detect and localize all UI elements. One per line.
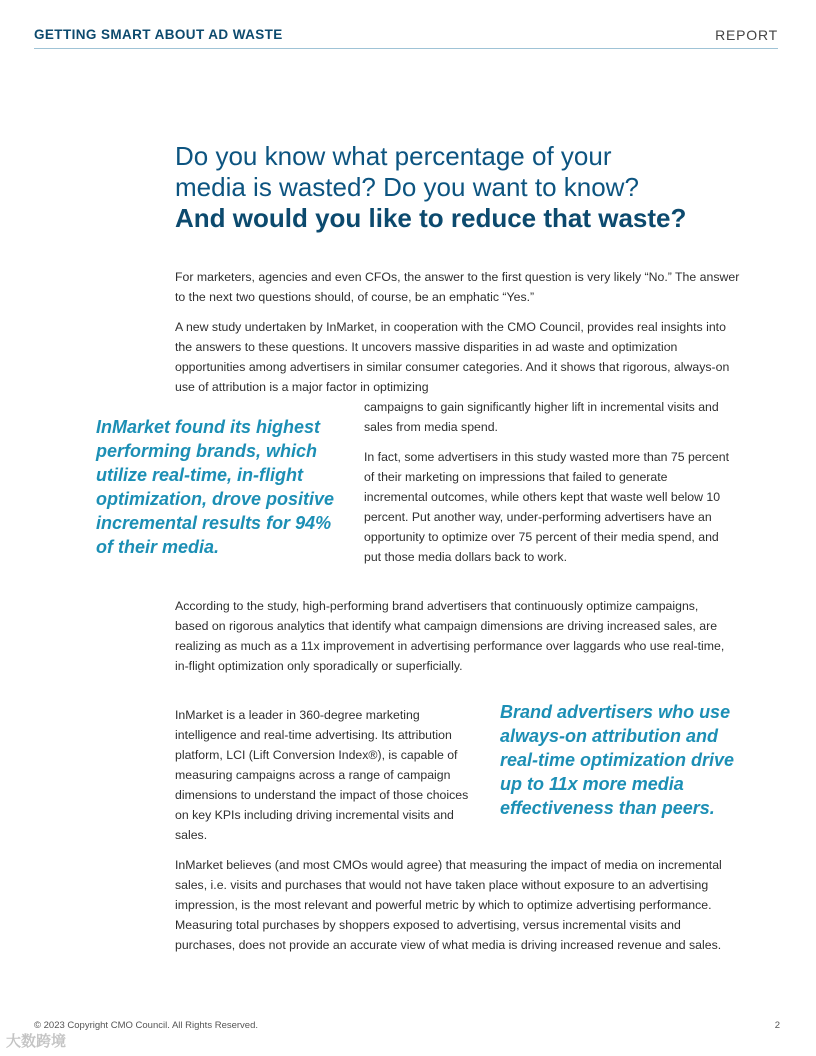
page-headline (175, 141, 775, 234)
waste-paragraph: In fact, some advertisers in this study wasted more than 75 percent of their marketing on impressions that failed to generate incremental outcomes, while others kept that waste well below 10 percent. Put another way, under-performing advertisers have an opportunity to optimize over 75 percent of their media spend, and put those media dollars back to work. (364, 450, 729, 564)
header-divider (34, 48, 778, 49)
high-performers-paragraph: According to the study, high-performing brand advertisers that continuously optimize campaigns, based on rigorous analytics that identify what campaign dimensions are driving increased sales, are realizing as much as a 11x improvement in advertising performance over laggards who use real-time, in-flight optimization only sporadically or superficially. (175, 599, 725, 673)
headline-line-2: media is wasted? Do you want to know? (175, 172, 639, 202)
study-paragraph-continued: campaigns to gain significantly higher lift in incremental visits and sales from media spend. (364, 400, 719, 434)
study-paragraph: A new study undertaken by InMarket, in cooperation with the CMO Council, provides real insights into the answers to these questions. It uncovers massive disparities in ad waste and optimization opportunities among advertisers in similar consumer categories. And it shows that rigorous, always-on use of attribution is a major factor in optimizing (175, 320, 730, 394)
document-title: GETTING SMART ABOUT AD WASTE (34, 27, 283, 42)
copyright-notice: © 2023 Copyright CMO Council. All Rights Reserved. (34, 1020, 259, 1031)
headline-line-1: Do you know what percentage of your (175, 141, 612, 171)
pull-quote-brand-advertisers: Brand advertisers who use always-on attribution and real-time optimization drive up to 11x more media effectiveness than peers. (500, 702, 735, 818)
pull-quote-highest-performers: InMarket found its highest performing brands, which utilize real-time, in-flight optimization, drove positive incremental results for 94% of their media. (96, 417, 335, 557)
measurement-paragraph: InMarket believes (and most CMOs would agree) that measuring the impact of media on incremental sales, i.e. visits and purchases that would not have taken place without exposure to an advertising impression, is the most relevant and powerful metric by which to optimize advertising performance. Measuring total purchases by shoppers exposed to advertising, versus incremental visits and purchases, does not provide an accurate view of what media is driving increased revenue and sales. (175, 858, 722, 952)
report-label: REPORT (715, 27, 778, 43)
page-number: 2 (774, 1020, 780, 1031)
inmarket-paragraph: InMarket is a leader in 360-degree marketing intelligence and real-time advertising. Its attribution platform, LCI (Lift Conversion Index®), is capable of measuring campaigns across a range of campaign dimensions to understand the impact of those choices on key KPIs including driving incremental visits and sales. (175, 708, 469, 842)
headline-line-3: And would you like to reduce that waste? (175, 203, 687, 233)
watermark-logo: 大数跨境 (6, 1033, 67, 1050)
intro-paragraph: For marketers, agencies and even CFOs, the answer to the first question is very likely “No.” The answer to the next two questions should, of course, be an emphatic “Yes.” (175, 270, 740, 304)
